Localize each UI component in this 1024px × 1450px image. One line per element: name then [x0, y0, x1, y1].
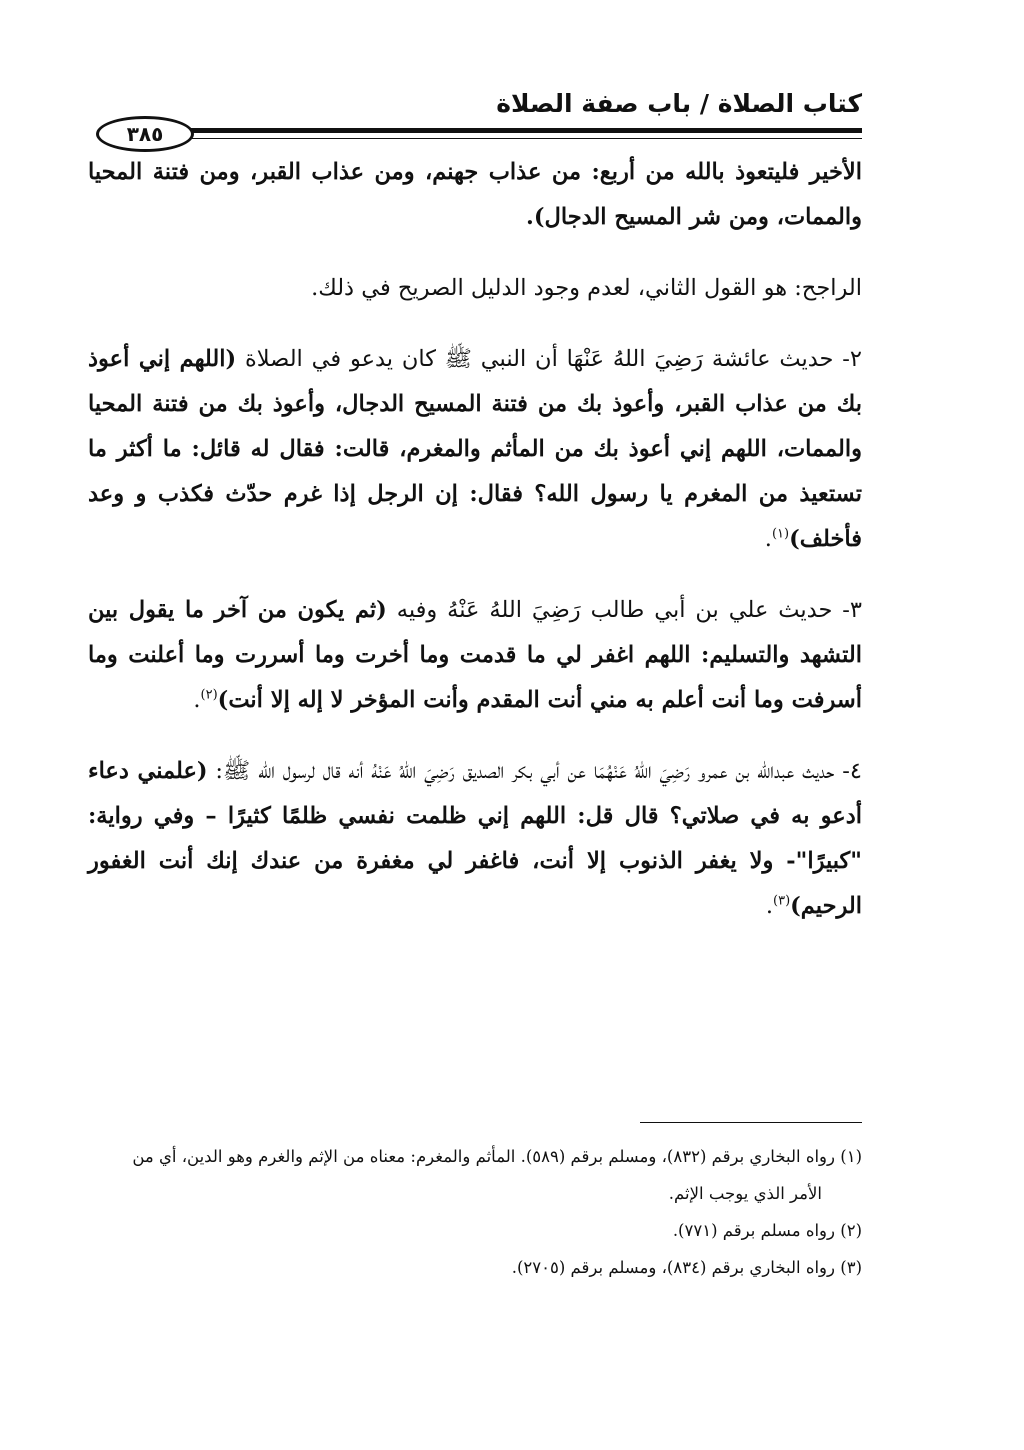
page-header	[88, 86, 862, 148]
hadith-2-quote: (اللهم إني أعوذ بك من عذاب القبر، وأعوذ بك من فتنة المسيح الدجال، وأعوذ بك من فتنة المحيا والممات، اللهم إني أعوذ بك من المأثم والمغرم، قالت: فقال له قائل: ما أكثر ما تستعيذ من المغرم يا رسول الله؟ فقال: إن الرجل إذا غرم حدّث فكذب و وعد فأخلف)	[88, 346, 862, 552]
end-dot: .	[193, 687, 201, 713]
hadith-quote-end: الأخير فليتعوذ بالله من أربع: من عذاب جهنم، ومن عذاب القبر، ومن فتنة المحيا والممات، ومن شر المسيح الدجال).	[88, 159, 862, 230]
header-rule-thin	[188, 138, 862, 139]
hadith-3-quote: (ثم يكون من آخر ما يقول بين التشهد والتسليم: اللهم اغفر لي ما قدمت وما أخرت وما أسررت وما أعلنت وما أسرفت وما أنت أعلم به مني أنت المقدم وأنت المؤخر لا إله إلا أنت)	[88, 597, 862, 713]
paragraph-hadith-3	[88, 588, 862, 723]
header-rule-thick	[188, 128, 862, 133]
footnote-1-continuation	[88, 1177, 862, 1211]
footnotes	[88, 1140, 862, 1288]
running-title: كتاب الصلاة / باب صفة الصلاة	[496, 89, 862, 118]
footnote-3	[88, 1251, 862, 1285]
hadith-3-intro: ٣- حديث علي بن أبي طالب رَضِيَ اللهُ عَنْهُ وفيه	[396, 597, 862, 623]
footnote-3-text: (٣) رواه البخاري برقم (٨٣٤)، ومسلم برقم (٢٧٠٥).	[511, 1258, 862, 1277]
page-number: ٣٨٥	[96, 116, 194, 152]
footnote-2-text: (٢) رواه مسلم برقم (٧٧١).	[672, 1221, 862, 1240]
footnote-1-line-2: الأمر الذي يوجب الإثم.	[668, 1184, 822, 1203]
main-text	[88, 150, 862, 955]
footnote-ref-1[interactable]: (١)	[771, 526, 790, 542]
end-dot: .	[764, 526, 772, 552]
footnote-1	[88, 1140, 862, 1174]
paragraph-hadith-2	[88, 337, 862, 562]
preferred-opinion-text: الراجح: هو القول الثاني، لعدم وجود الدليل الصريح في ذلك.	[311, 275, 862, 301]
hadith-4-intro: ٤- حديث عبدالله بن عمرو رَضِيَ اللهُ عَنْهُمَا عن أبي بكر الصديق رَضِيَ اللهُ عَنْهُ أنه قال لرسول الله ﷺ:	[215, 758, 862, 784]
footnote-ref-3[interactable]: (٣)	[773, 893, 791, 909]
footnote-separator	[640, 1122, 862, 1123]
end-dot: .	[765, 893, 774, 919]
footnote-2	[88, 1214, 862, 1248]
paragraph-hadith-4	[88, 749, 862, 929]
paragraph-continuation	[88, 150, 862, 240]
footnote-ref-2[interactable]: (٢)	[200, 687, 218, 703]
footnote-1-line-1: (١) رواه البخاري برقم (٨٣٢)، ومسلم برقم (٥٨٩). المأثم والمغرم: معناه من الإثم والغرم وهو الدين، أي من	[132, 1147, 862, 1166]
hadith-2-intro: ٢- حديث عائشة رَضِيَ اللهُ عَنْهَا أن النبي ﷺ كان يدعو في الصلاة	[244, 346, 862, 372]
hadith-4-quote: (علمني دعاء أدعو به في صلاتي؟ قال قل: اللهم إني ظلمت نفسي ظلمًا كثيرًا – وفي رواية: "كبيرًا"- ولا يغفر الذنوب إلا أنت، فاغفر لي مغفرة من عندك إنك أنت الغفور الرحيم)	[88, 758, 862, 919]
paragraph-preferred-opinion	[88, 266, 862, 311]
